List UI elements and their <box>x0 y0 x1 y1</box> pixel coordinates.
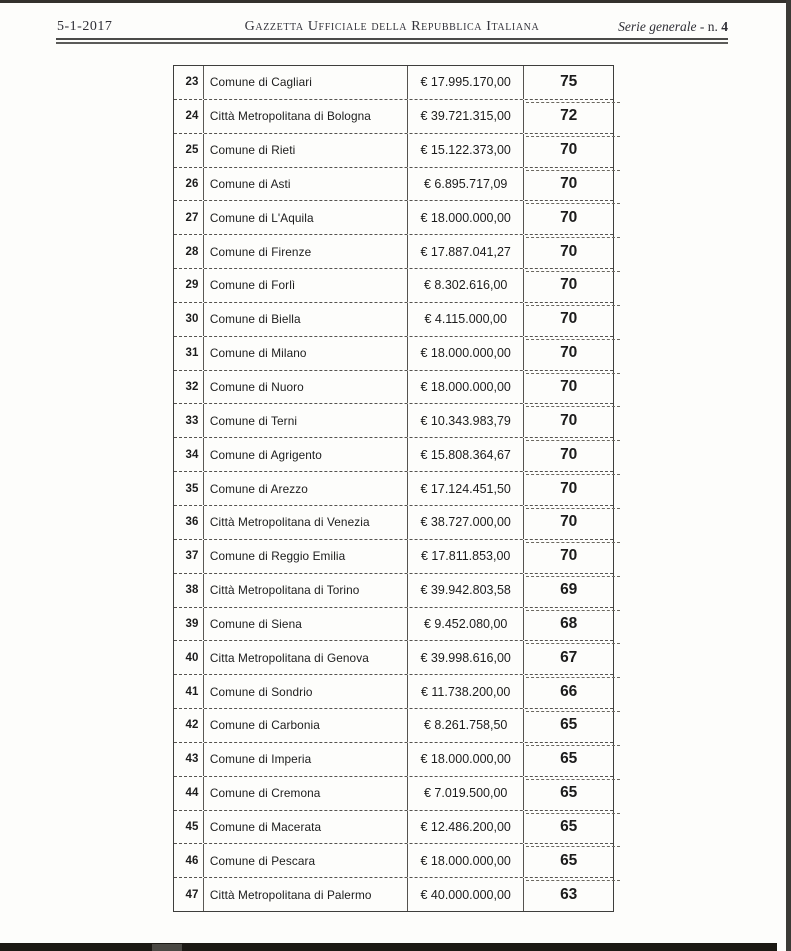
cell-amount: € 8.302.616,00 <box>408 269 524 302</box>
scan-edge-top <box>0 0 791 3</box>
table-row <box>174 844 613 878</box>
cell-score: 70 <box>524 371 613 404</box>
cell-score: 70 <box>524 303 613 336</box>
cell-amount: € 4.115.000,00 <box>408 303 524 336</box>
table-row <box>174 134 613 168</box>
cell-score: 69 <box>524 574 613 607</box>
cell-entity-name: Citta Metropolitana di Genova <box>204 641 408 674</box>
cell-entity-name: Comune di Rieti <box>204 134 408 167</box>
cell-entity-name: Comune di Sondrio <box>204 675 408 708</box>
header-double-rule <box>56 38 728 44</box>
funding-ranking-table <box>173 65 614 912</box>
cell-amount: € 8.261.758,50 <box>408 709 524 742</box>
cell-rank: 23 <box>174 66 204 99</box>
table-row <box>174 743 613 777</box>
table-row <box>174 675 613 709</box>
cell-score: 65 <box>524 844 613 877</box>
cell-rank: 27 <box>174 201 204 234</box>
table-row <box>174 337 613 371</box>
cell-score: 70 <box>524 404 613 437</box>
scan-edge-right <box>786 0 791 951</box>
header-title: Gazzetta Ufficiale della Repubblica Italiana <box>244 19 540 34</box>
cell-score: 70 <box>524 201 613 234</box>
cell-score: 70 <box>524 337 613 370</box>
cell-amount: € 18.000.000,00 <box>408 337 524 370</box>
cell-rank: 29 <box>174 269 204 302</box>
table-row <box>174 641 613 675</box>
cell-rank: 31 <box>174 337 204 370</box>
cell-score: 65 <box>524 709 613 742</box>
cell-amount: € 18.000.000,00 <box>408 201 524 234</box>
cell-entity-name: Città Metropolitana di Palermo <box>204 878 408 911</box>
cell-rank: 30 <box>174 303 204 336</box>
cell-rank: 45 <box>174 811 204 844</box>
table-row <box>174 811 613 845</box>
table-row <box>174 608 613 642</box>
cell-amount: € 6.895.717,09 <box>408 168 524 201</box>
header-series <box>618 19 728 35</box>
table-row <box>174 66 613 100</box>
cell-entity-name: Comune di Macerata <box>204 811 408 844</box>
table-row <box>174 371 613 405</box>
cell-rank: 46 <box>174 844 204 877</box>
table-row <box>174 506 613 540</box>
cell-amount: € 17.811.853,00 <box>408 540 524 573</box>
cell-entity-name: Comune di Pescara <box>204 844 408 877</box>
cell-amount: € 15.808.364,67 <box>408 438 524 471</box>
table-row <box>174 878 613 911</box>
cell-entity-name: Città Metropolitana di Venezia <box>204 506 408 539</box>
cell-entity-name: Comune di Imperia <box>204 743 408 776</box>
cell-rank: 42 <box>174 709 204 742</box>
cell-amount: € 18.000.000,00 <box>408 844 524 877</box>
cell-amount: € 10.343.983,79 <box>408 404 524 437</box>
cell-rank: 33 <box>174 404 204 437</box>
cell-rank: 43 <box>174 743 204 776</box>
scan-edge-bottom <box>0 943 777 951</box>
table-row <box>174 472 613 506</box>
table-row <box>174 404 613 438</box>
cell-rank: 26 <box>174 168 204 201</box>
cell-amount: € 39.998.616,00 <box>408 641 524 674</box>
table-row <box>174 438 613 472</box>
cell-entity-name: Comune di Milano <box>204 337 408 370</box>
cell-entity-name: Comune di Forlì <box>204 269 408 302</box>
cell-amount: € 18.000.000,00 <box>408 743 524 776</box>
table-row <box>174 303 613 337</box>
cell-entity-name: Comune di Cagliari <box>204 66 408 99</box>
cell-entity-name: Città Metropolitana di Bologna <box>204 100 408 133</box>
header-date: 5-1-2017 <box>57 19 113 34</box>
cell-score: 63 <box>560 885 578 903</box>
cell-score: 68 <box>524 608 613 641</box>
cell-amount: € 9.452.080,00 <box>408 608 524 641</box>
header-series-number: 4 <box>721 19 728 34</box>
table-row <box>174 777 613 811</box>
cell-rank: 38 <box>174 574 204 607</box>
cell-amount: € 40.000.000,00 <box>408 878 524 911</box>
cell-score: 66 <box>524 675 613 708</box>
cell-score: 70 <box>524 168 613 201</box>
cell-score: 70 <box>524 134 613 167</box>
cell-score: 65 <box>524 743 613 776</box>
cell-rank: 37 <box>174 540 204 573</box>
cell-amount: € 15.122.373,00 <box>408 134 524 167</box>
cell-score: 70 <box>524 472 613 505</box>
cell-entity-name: Comune di Siena <box>204 608 408 641</box>
cell-amount: € 17.995.170,00 <box>408 66 524 99</box>
cell-rank: 34 <box>174 438 204 471</box>
cell-entity-name: Comune di Asti <box>204 168 408 201</box>
cell-score: 70 <box>524 540 613 573</box>
cell-entity-name: Comune di Carbonia <box>204 709 408 742</box>
cell-entity-name: Comune di Terni <box>204 404 408 437</box>
cell-amount: € 17.887.041,27 <box>408 235 524 268</box>
cell-entity-name: Comune di Cremona <box>204 777 408 810</box>
cell-amount: € 17.124.451,50 <box>408 472 524 505</box>
cell-score: 70 <box>524 269 613 302</box>
table-row <box>174 540 613 574</box>
cell-rank: 41 <box>174 675 204 708</box>
header-series-label: Serie generale <box>618 19 697 34</box>
cell-rank: 44 <box>174 777 204 810</box>
cell-rank: 25 <box>174 134 204 167</box>
cell-rank: 32 <box>174 371 204 404</box>
cell-amount: € 38.727.000,00 <box>408 506 524 539</box>
cell-score: 75 <box>524 66 613 99</box>
cell-score: 67 <box>524 641 613 674</box>
cell-score: 72 <box>524 100 613 133</box>
table-row <box>174 574 613 608</box>
cell-entity-name: Comune di Firenze <box>204 235 408 268</box>
cell-entity-name: Comune di Reggio Emilia <box>204 540 408 573</box>
cell-entity-name: Comune di Agrigento <box>204 438 408 471</box>
cell-score: 70 <box>524 438 613 471</box>
page-header <box>56 16 728 38</box>
cell-amount: € 7.019.500,00 <box>408 777 524 810</box>
cell-score: 70 <box>524 235 613 268</box>
cell-amount: € 18.000.000,00 <box>408 371 524 404</box>
cell-score: 65 <box>524 811 613 844</box>
cell-score: 70 <box>524 506 613 539</box>
cell-entity-name: Città Metropolitana di Torino <box>204 574 408 607</box>
cell-amount: € 39.721.315,00 <box>408 100 524 133</box>
scan-edge-bottom-highlight <box>152 944 182 951</box>
table-row <box>174 168 613 202</box>
cell-entity-name: Comune di Arezzo <box>204 472 408 505</box>
cell-entity-name: Comune di L'Aquila <box>204 201 408 234</box>
cell-amount: € 39.942.803,58 <box>408 574 524 607</box>
cell-score: 65 <box>524 777 613 810</box>
cell-rank: 28 <box>174 235 204 268</box>
cell-rank: 35 <box>174 472 204 505</box>
cell-amount: € 11.738.200,00 <box>408 675 524 708</box>
table-row <box>174 100 613 134</box>
table-row <box>174 269 613 303</box>
cell-rank: 36 <box>174 506 204 539</box>
header-series-suffix: - n. <box>696 19 722 34</box>
table-row <box>174 709 613 743</box>
cell-entity-name: Comune di Biella <box>204 303 408 336</box>
table-row <box>174 201 613 235</box>
cell-entity-name: Comune di Nuoro <box>204 371 408 404</box>
cell-rank: 47 <box>174 878 204 911</box>
table-row <box>174 235 613 269</box>
cell-rank: 24 <box>174 100 204 133</box>
cell-rank: 39 <box>174 608 204 641</box>
cell-amount: € 12.486.200,00 <box>408 811 524 844</box>
cell-rank: 40 <box>174 641 204 674</box>
